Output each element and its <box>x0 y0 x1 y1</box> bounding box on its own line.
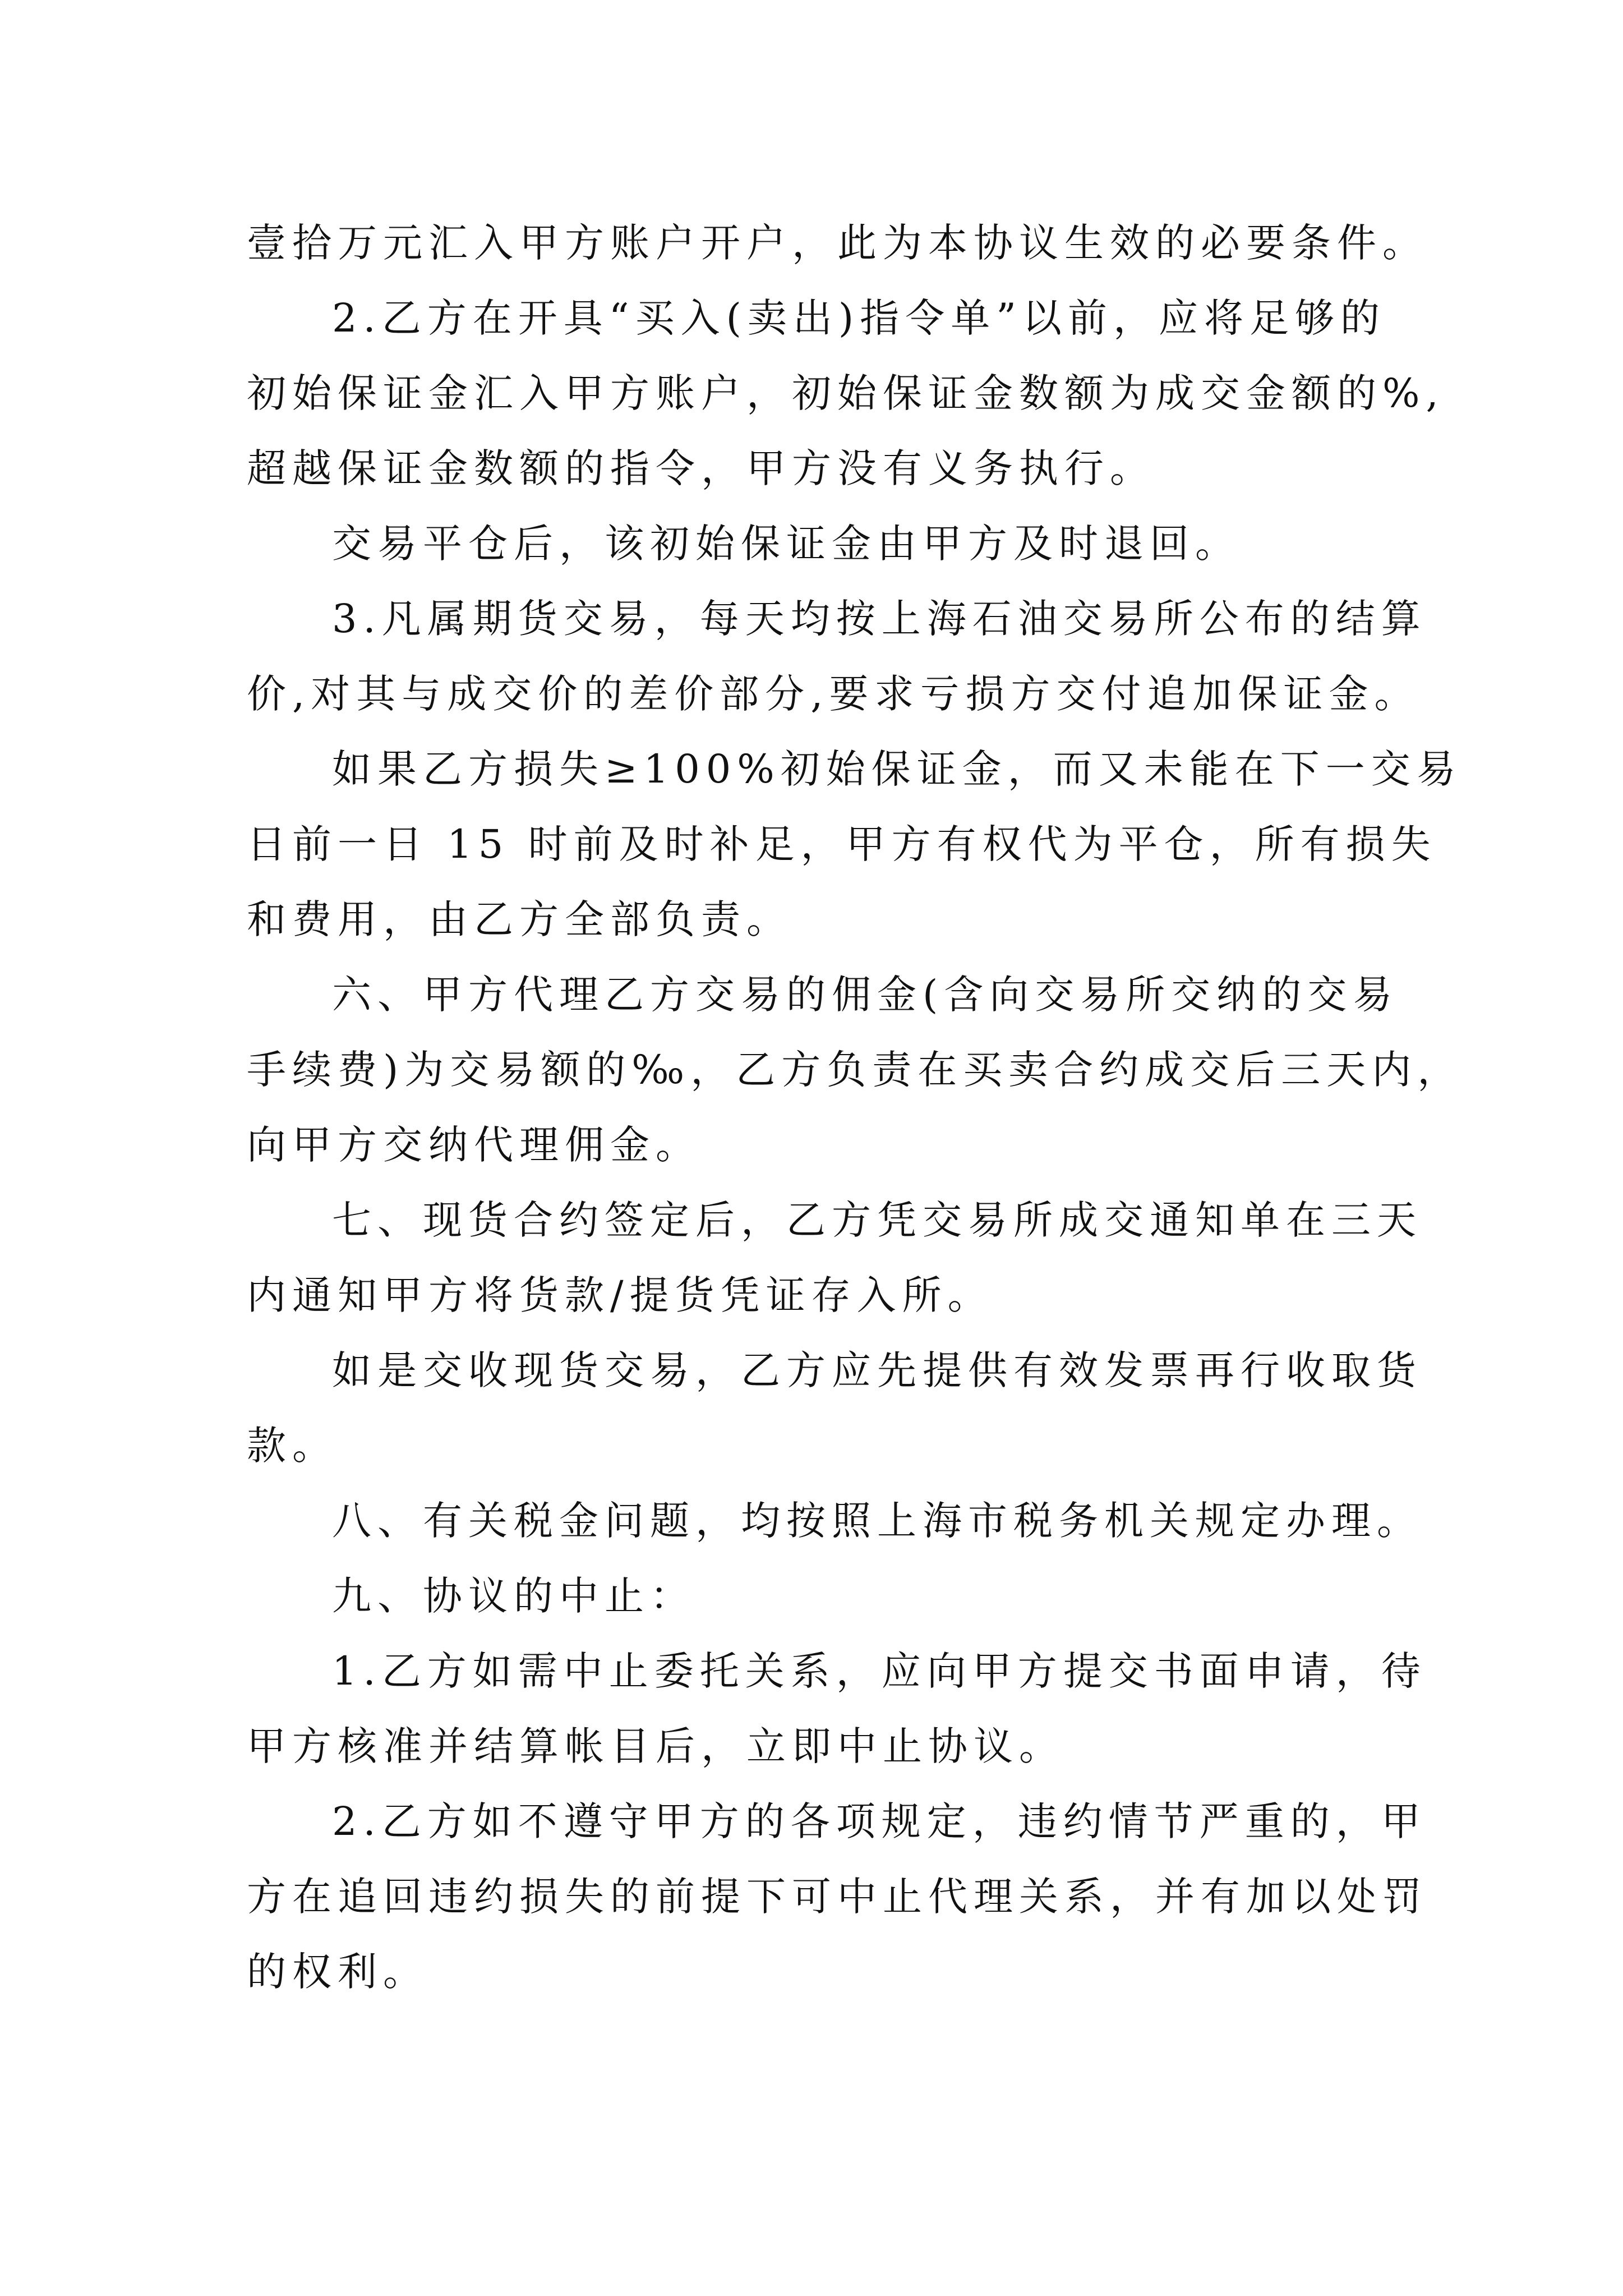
text-line: 七、现货合约签定后，乙方凭交易所成交通知单在三天 <box>332 1197 1422 1243</box>
text-line: 超越保证金数额的指令，甲方没有义务执行。 <box>247 445 1155 491</box>
text-line: 3.凡属期货交易，每天均按上海石油交易所公布的结算 <box>332 596 1427 642</box>
text-line: 2.乙方在开具“买入(卖出)指令单”以前，应将足够的 <box>332 295 1386 341</box>
text-line: 价,对其与成交价的差价部分,要求亏损方交付追加保证金。 <box>247 671 1420 717</box>
text-line: 和费用，由乙方全部负责。 <box>247 896 792 942</box>
text-line: 如是交收现货交易，乙方应先提供有效发票再行收取货 <box>332 1347 1422 1393</box>
text-line: 1.乙方如需中止委托关系，应向甲方提交书面申请，待 <box>332 1648 1427 1694</box>
text-line: 2.乙方如不遵守甲方的各项规定，违约情节严重的，甲 <box>332 1798 1427 1844</box>
text-line: 八、有关税金问题，均按照上海市税务机关规定办理。 <box>332 1498 1422 1544</box>
text-line: 款。 <box>247 1423 338 1469</box>
text-line: 内通知甲方将货款/提货凭证存入所。 <box>247 1272 993 1318</box>
text-line: 甲方核准并结算帐目后，立即中止协议。 <box>247 1723 1064 1769</box>
text-line: 九、协议的中止： <box>332 1573 695 1619</box>
text-line: 初始保证金汇入甲方账户，初始保证金数额为成交金额的%, <box>247 370 1445 416</box>
text-line: 方在追回违约损失的前提下可中止代理关系，并有加以处罚 <box>247 1874 1428 1920</box>
text-line: 向甲方交纳代理佣金。 <box>247 1122 701 1168</box>
text-line: 手续费)为交易额的‰，乙方负责在买卖合约成交后三天内， <box>247 1047 1463 1093</box>
text-line: 六、甲方代理乙方交易的佣金(含向交易所交纳的交易 <box>332 972 1399 1018</box>
text-line: 的权利。 <box>247 1949 428 1995</box>
text-line: 如果乙方损失≥100%初始保证金，而又未能在下一交易 <box>332 746 1462 792</box>
text-line: 交易平仓后，该初始保证金由甲方及时退回。 <box>332 521 1241 567</box>
text-line: 日前一日 15 时前及时补足，甲方有权代为平仓，所有损失 <box>247 821 1437 867</box>
text-line: 壹拾万元汇入甲方账户开户，此为本协议生效的必要条件。 <box>247 220 1428 266</box>
